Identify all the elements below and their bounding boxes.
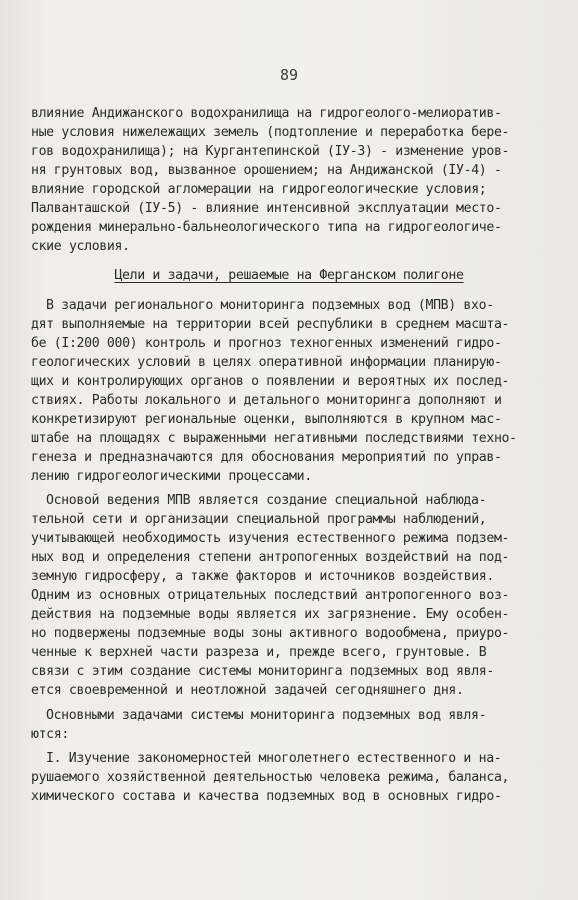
text-line: Основными задачами системы мониторинга подземных вод явля- [46,708,487,723]
text-line: гов водохранилища); на Кургантепинской (IУ-3) - изменение уров- [31,144,510,159]
text-line: влияние Андижанского водохранилища на гидрогеолого-мелиоратив- [31,106,502,121]
text-line: ются: [31,727,69,742]
text-line: Одним из основных отрицательных последствий антропогенного воз- [31,588,510,603]
text-line: рушаемого хозяйственной деятельностью человека режима, баланса, [31,770,510,785]
text-line: химического состава и качества подземных вод в основных гидро- [31,789,502,804]
text-line: учитывающей необходимость изучения естественного режима подзем- [31,531,510,546]
text-line: Основой ведения МПВ является создание специальной наблюда- [46,493,487,508]
text-line: ствиях. Работы локального и детального мониторинга дополняют и [31,393,502,408]
text-line: действия на подземные воды является их загрязнение. Ему особен- [31,607,510,622]
page-number: 89 [279,66,299,84]
text-line: геологических условий в целях оперативной информации планирую- [31,355,502,370]
text-line: В задачи регионального мониторинга подземных вод (МПВ) вхо- [46,298,494,313]
text-line: но подвержены подземные воды зоны активного водообмена, приуро- [31,626,510,641]
text-line: генеза и предназначаются для обоснования мероприятий по управ- [31,450,502,465]
text-line: земную гидросферу, а также факторов и источников воздействия. [31,569,494,584]
text-line: дят выполняемые на территории всей республики в среднем масшта- [31,317,510,332]
text-line: ченные к верхней части разреза и, прежде всего, грунтовые. В [31,645,487,660]
text-line: I. Изучение закономерностей многолетнего естественного и на- [46,751,502,766]
text-line: лению гидрогеологическими процессами. [31,469,312,484]
text-line: ется своевременной и неотложной задачей сегодняшнего дня. [31,683,464,698]
section-heading-text: Цели и задачи, решаемые на Ферганском полигоне [114,268,464,283]
text-line: связи с этим создание системы мониторинга подземных вод явля- [31,664,494,679]
text-line: ные условия нижележащих земель (подтопление и переработка бере- [31,125,510,140]
text-line: Палванташской (IУ-5) - влияние интенсивной эксплуатации место- [31,201,502,216]
text-line: конкретизируют региональные оценки, выполняются в крупном мас- [31,412,502,427]
text-line: тельной сети и организации специальной программы наблюдений, [31,512,487,527]
text-line: рождения минерально-бальнеологического типа на гидрогеологиче- [31,220,502,235]
text-line: влияние городской агломерации на гидрогеологические условия; [31,182,487,197]
text-line: штабе на площадях с выраженными негативными последствиями техно- [31,431,517,446]
text-line: ных вод и определения степени антропогенных воздействий на под- [31,550,510,565]
text-line: щих и контролирующих органов о появлении и вероятных их послед- [31,374,510,389]
text-line: ня грунтовых вод, вызванное орошением; на Андижанской (IУ-4) - [31,163,502,178]
text-line: ские условия. [31,239,130,254]
section-heading [0,268,578,283]
text-line: бе (I:200 000) контроль и прогноз техногенных изменений гидро- [31,336,502,351]
